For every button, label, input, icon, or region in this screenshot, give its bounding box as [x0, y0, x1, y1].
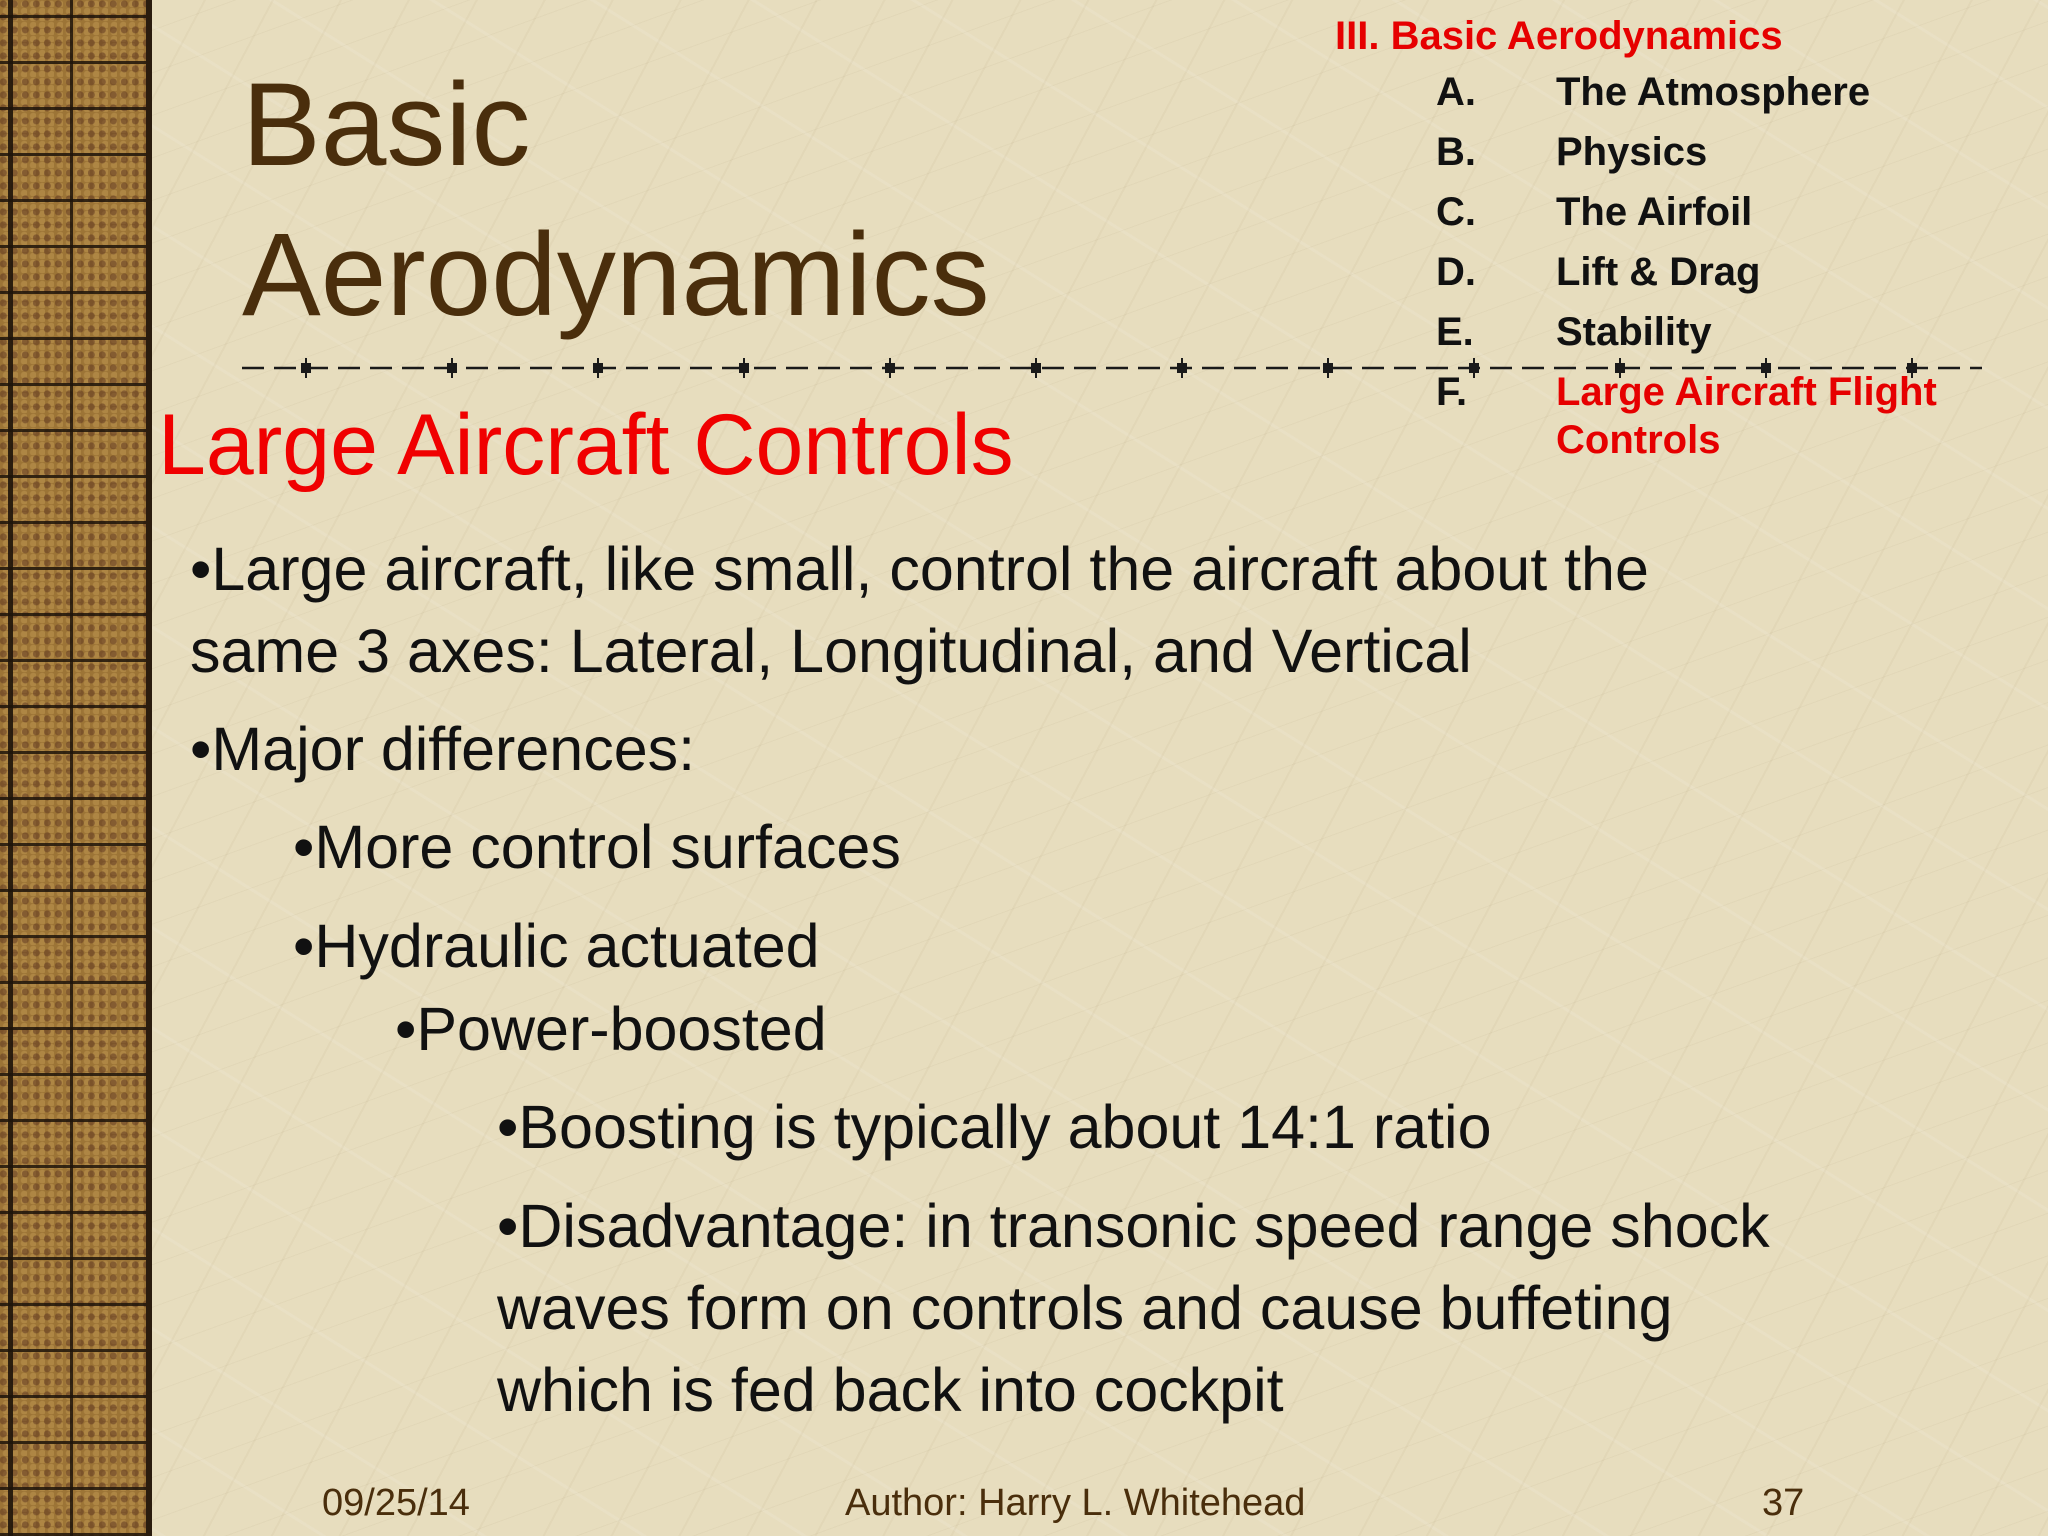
outline-text: The Airfoil	[1556, 190, 1753, 234]
bullet-1-line-1: •Large aircraft, like small, control the aircraft about the	[190, 535, 1649, 603]
outline-letter: A.	[1436, 70, 1476, 114]
outline-text-current	[1556, 362, 2035, 464]
bullet-5: •Power-boosted	[395, 995, 827, 1063]
outline-text-line-2: Controls	[1556, 418, 1721, 462]
decorative-border	[0, 0, 152, 1536]
outline-letter: B.	[1436, 130, 1476, 174]
bullet-7-line-2: waves form on controls and cause buffeting	[497, 1274, 1673, 1342]
slide-title-line-1: Basic	[242, 59, 531, 191]
outline-letter: D.	[1436, 250, 1476, 294]
footer-date: 09/25/14	[322, 1482, 470, 1524]
outline-letter: C.	[1436, 190, 1476, 234]
outline-item-f-current	[1436, 362, 2035, 464]
outline-letter: F.	[1436, 370, 1468, 414]
bullet-2: •Major differences:	[190, 715, 696, 783]
outline-text: Physics	[1556, 130, 1708, 174]
slide-title	[242, 50, 990, 350]
outline-text: The Atmosphere	[1556, 70, 1871, 114]
bullet-6: •Boosting is typically about 14:1 ratio	[497, 1093, 1492, 1161]
slide-title-line-2: Aerodynamics	[242, 209, 990, 341]
outline-item-c	[1436, 182, 2035, 242]
outline-item-d	[1436, 242, 2035, 302]
outline-item-a	[1436, 62, 2035, 122]
section-outline	[1335, 10, 2035, 464]
outline-text: Stability	[1556, 310, 1712, 354]
bullet-7-line-1: •Disadvantage: in transonic speed range shock	[497, 1192, 1770, 1260]
outline-heading: III. Basic Aerodynamics	[1335, 14, 1783, 58]
bullet-4: •Hydraulic actuated	[293, 912, 820, 980]
outline-text: Lift & Drag	[1556, 250, 1761, 294]
bullet-3: •More control surfaces	[293, 813, 901, 881]
outline-item-e	[1436, 302, 2035, 362]
outline-letter: E.	[1436, 310, 1474, 354]
slide-subtitle: Large Aircraft Controls	[158, 397, 1014, 493]
bullet-7-line-3: which is fed back into cockpit	[497, 1356, 1284, 1424]
outline-item-b	[1436, 122, 2035, 182]
footer-author: Author: Harry L. Whitehead	[845, 1482, 1306, 1524]
outline-text-line-1: Large Aircraft Flight	[1556, 370, 1937, 414]
footer-page-number: 37	[1762, 1482, 1805, 1524]
bullet-1-line-2: same 3 axes: Lateral, Longitudinal, and Vertical	[190, 617, 1472, 685]
